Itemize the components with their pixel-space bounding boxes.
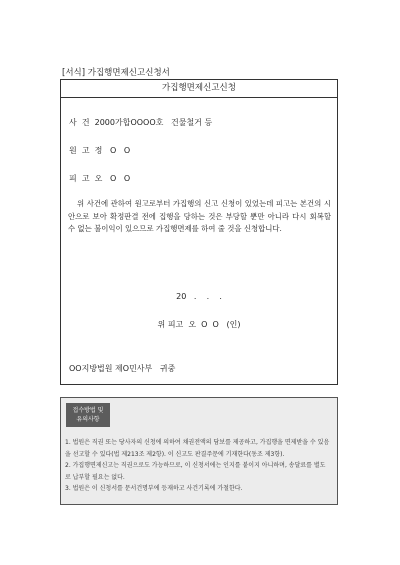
note-item: 1. 법원은 직권 또는 당사자의 신청에 의하여 채권전액의 담보를 제공하고, 가집행을 면제받을 수 있음을 선고할 수 있다(법 제213조 제2항). 이 신고도 판결주문에 기재한다(동조 제3항). bbox=[65, 439, 330, 458]
notes-header-line2: 유의사항 bbox=[76, 416, 100, 423]
court-line: OO지방법원 제O민사부 귀중 bbox=[69, 364, 176, 373]
form-label: [서식] 가집행면제신고신청서 bbox=[62, 68, 170, 78]
date-line: 20 . . . bbox=[176, 292, 222, 301]
plaintiff-line: 원 고 정 O O bbox=[69, 146, 131, 155]
application-form bbox=[60, 79, 338, 385]
form-title: 가집행면제신고신청 bbox=[61, 80, 337, 98]
notes-box bbox=[60, 397, 338, 505]
case-line: 사 건 2000가합OOOO호 건물철거 등 bbox=[69, 118, 213, 127]
defendant-line: 피 고 오 O O bbox=[69, 174, 131, 183]
signature-line: 위 피고 오 O O (인) bbox=[157, 320, 241, 329]
application-body: 위 사건에 관하여 원고로부터 가집행의 신고 신청이 있었는데 피고는 본건의 시안으로 보아 확정판결 전에 집행을 당하는 것은 부당할 뿐만 아니라 다시 회복할 수 없는 불이익이 있으므로 가집행면제를 하여 줄 것을 신청합니다. bbox=[68, 199, 331, 233]
notes-list bbox=[65, 437, 331, 495]
notes-header-line1: 접수방법 및 bbox=[72, 407, 104, 414]
note-item: 3. 법원은 이 신청서를 문서건명부에 등재하고 사건기록에 가철한다. bbox=[65, 485, 243, 492]
notes-header bbox=[66, 403, 110, 427]
note-item: 2. 가집행면제신고는 직권으로도 가능하므로, 이 신청서에는 인지를 붙이지 아니하며, 송달료를 별도로 납부할 필요는 없다. bbox=[65, 462, 326, 481]
